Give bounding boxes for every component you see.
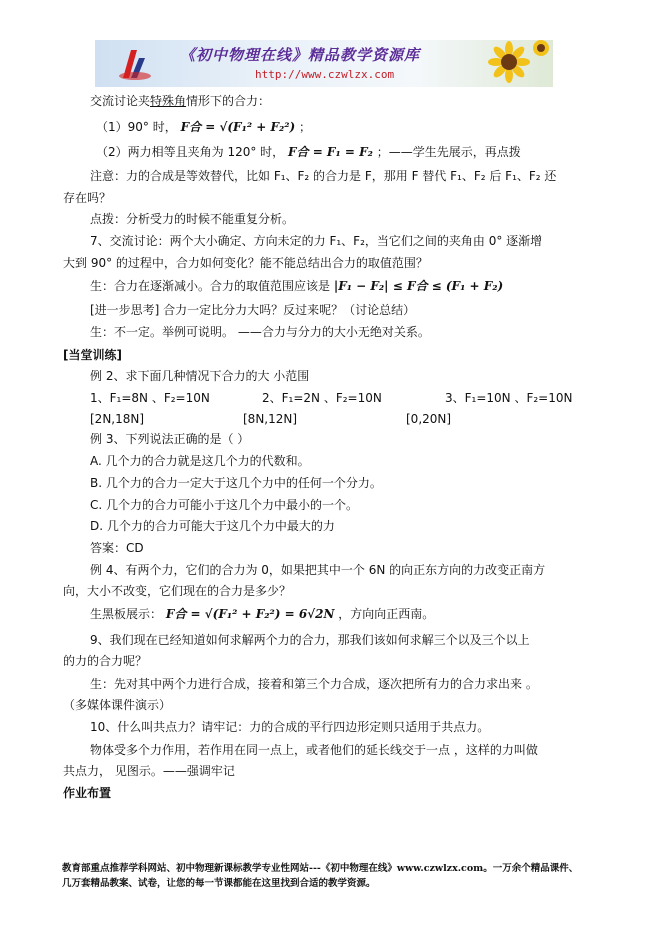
note-line-2: 存在吗？	[63, 191, 112, 205]
example-3-option-d: D. 几个力的合力可能大于这几个力中最大的力	[90, 519, 335, 533]
question-9-line-1: 9、我们现在已经知道如何求解两个力的合力，那我们该如何求解三个以及三个以上	[90, 633, 530, 647]
example-3-option-a: A. 几个力的合力就是这几个力的代数和。	[90, 454, 310, 468]
formula-range: |F₁ − F₂| ≤ F合 ≤ (F₁ + F₂)	[333, 279, 504, 293]
example-4-line-1: 例 4、有两个力，它们的合力为 0，如果把其中一个 6N 的向正东方向的力改变正南方	[90, 563, 546, 577]
site-logo-icon	[117, 46, 153, 82]
example-4-line-2: 向，大小不改变，它们现在的合力是多少？	[63, 584, 292, 598]
question-9-line-2: 的力的合力呢？	[63, 654, 148, 668]
student-answer-range: 生：合力在逐渐减小。合力的取值范围应该是 |F₁ − F₂| ≤ F合 ≤ (F₁ + F₂)	[90, 279, 504, 293]
formula-example-4: F合 = √(F₁² + F₂²) = 6√2N	[165, 607, 335, 621]
discussion-7-line-2: 大到 90° 的过程中，合力如何变化？能不能总结出合力的取值范围？	[63, 256, 428, 270]
sunflower-icon	[469, 40, 549, 87]
discussion-7-line-1: 7、交流讨论：两个大小确定、方向未定的力 F₁、F₂，当它们之间的夹角由 0° 逐渐增	[90, 234, 543, 248]
section-class-practice: [当堂训练]	[63, 348, 122, 362]
note-line-1: 注意：力的合成是等效替代，比如 F₁、F₂ 的合力是 F，那用 F 替代 F₁、F₂ 后 F₁、F₂ 还	[90, 169, 557, 183]
example-2-answer-1: [2N,18N]	[90, 412, 145, 426]
footer-line-2: 几万套精品教案、试卷，让您的每一节课都能在这里找到合适的教学资源。	[62, 878, 376, 889]
example-3-title: 例 3、下列说法正确的是（ ）	[90, 432, 250, 446]
discussion-special-angle: 交流讨论夹特殊角情形下的合力：	[90, 94, 271, 108]
hint-line: 点拨：分析受力的时候不能重复分析。	[90, 212, 295, 226]
formula-resultant-120: F合 = F₁ = F₂	[288, 145, 373, 159]
concurrent-forces-line-1: 物体受多个力作用，若作用在同一点上，或者他们的延长线交于一点 ，这样的力叫做	[90, 743, 538, 757]
further-thinking: [进一步思考] 合力一定比分力大吗？反过来呢？（讨论总结）	[90, 303, 416, 317]
example-2-case-1: 1、F₁=8N 、F₂=10N	[90, 391, 210, 405]
question-10: 10、什么叫共点力？请牢记：力的合成的平行四边形定则只适用于共点力。	[90, 720, 490, 734]
multimedia-note: （多媒体课件演示）	[63, 698, 172, 712]
example-2-case-3: 3、F₁=10N 、F₂=10N	[445, 391, 573, 405]
banner-url[interactable]: http://www.czwlzx.com	[255, 68, 395, 81]
case-120-degrees: （2）两力相等且夹角为 120° 时， F合 = F₁ = F₂ ；——学生先展示，再点拨	[96, 145, 521, 159]
concurrent-forces-line-2: 共点力， 见图示。——强调牢记	[63, 764, 235, 778]
example-2-answer-2: [8N,12N]	[243, 412, 298, 426]
footer-line-1: 教育部重点推荐学科网站、初中物理新课标教学专业性网站---《初中物理在线》www.czwlzx.com。一万余个精品课件、	[62, 863, 579, 874]
example-3-option-b: B. 几个力的合力一定大于这几个力中的任何一个分力。	[90, 476, 382, 490]
example-3-answer: 答案：CD	[90, 541, 144, 555]
example-2-case-2: 2、F₁=2N 、F₂=10N	[262, 391, 382, 405]
case-90-degrees: （1）90° 时， F合 = √(F₁² + F₂²) ；	[96, 120, 312, 134]
student-answer-2: 生：不一定。举例可说明。 ——合力与分力的大小无绝对关系。	[90, 325, 430, 339]
site-banner	[95, 40, 553, 87]
banner-title: 《初中物理在线》精品教学资源库	[180, 46, 421, 64]
example-2-answer-3: [0,20N]	[406, 412, 452, 426]
section-homework: 作业布置	[63, 786, 112, 800]
example-2-title: 例 2、求下面几种情况下合力的大 小范围	[90, 369, 310, 383]
blackboard-solution: 生黑板展示： F合 = √(F₁² + F₂²) = 6√2N ，方向向正西南。	[90, 607, 435, 621]
student-answer-9: 生：先对其中两个力进行合成，接着和第三个力合成，逐次把所有力的合力求出来 。	[90, 677, 538, 691]
formula-resultant-right-angle: F合 = √(F₁² + F₂²)	[180, 120, 296, 134]
example-3-option-c: C. 几个力的合力可能小于这几个力中最小的一个。	[90, 498, 359, 512]
